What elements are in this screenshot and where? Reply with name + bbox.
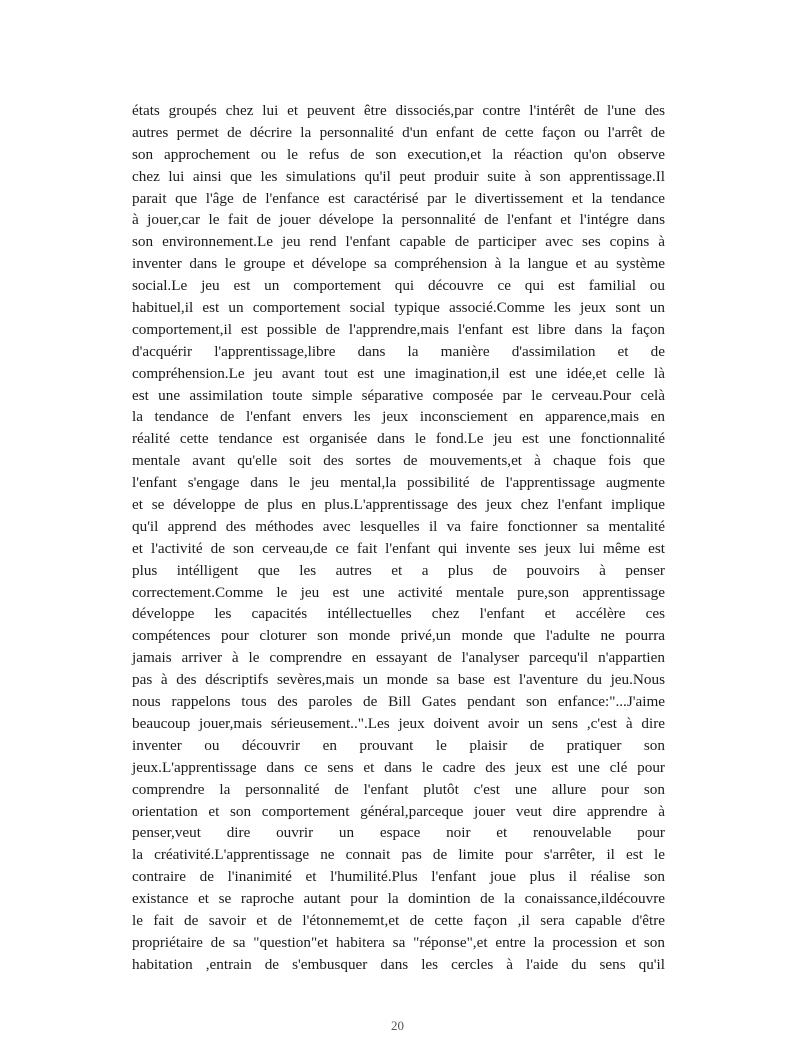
text-line: son approchement ou le refus de son execution,et la réaction qu'on observe: [132, 145, 665, 163]
text-line: le fait de savoir et de l'étonnememt,et de cette façon ,il sera capable d'être: [132, 911, 665, 929]
text-line: la tendance de l'enfant envers les jeux inconsciement en apparence,mais en: [132, 408, 665, 426]
text-line: orientation et son comportement général,parceque jouer veut dire apprendre à: [132, 802, 665, 820]
text-line: nous rappelons tous des paroles de Bill Gates pendant son enfance:"...J'aime: [132, 693, 665, 711]
text-line: jeux.L'apprentissage dans ce sens et dans le cadre des jeux est une clé pour: [132, 758, 665, 776]
text-line: réalité cette tendance est organisée dans le fond.Le jeu est une fonctionnalité: [132, 430, 665, 448]
text-line: et se développe de plus en plus.L'apprentissage des jeux chez l'enfant implique: [132, 496, 665, 514]
text-line: chez lui ainsi que les simulations qu'il peut produir suite à son apprentissage.Il: [132, 167, 665, 185]
text-line: est une assimilation toute simple séparative composée par le cerveau.Pour celà: [132, 386, 665, 404]
text-line: inventer ou découvrir en prouvant le plaisir de pratiquer son: [132, 736, 665, 754]
text-line: correctement.Comme le jeu est une activité mentale pure,son apprentissage: [132, 583, 665, 601]
text-line: mentale avant qu'elle soit des sortes de mouvements,et à chaque fois que: [132, 452, 665, 470]
text-line: habituel,il est un comportement social typique associé.Comme les jeux sont un: [132, 299, 665, 317]
text-line: compétences pour cloturer son monde privé,un monde que l'adulte ne pourra: [132, 627, 665, 645]
text-line: comportement,il est possible de l'apprendre,mais l'enfant est libre dans la façon: [132, 320, 665, 338]
text-line: beaucoup jouer,mais sérieusement..".Les jeux doivent avoir un sens ,c'est à dire: [132, 714, 665, 732]
text-line: parait que l'âge de l'enfance est caractérisé par le divertissement et la tendance: [132, 189, 665, 207]
text-line: autres permet de décrire la personnalité d'un enfant de cette façon ou l'arrêt de: [132, 123, 665, 141]
text-line: son environnement.Le jeu rend l'enfant capable de participer avec ses copins à: [132, 233, 665, 251]
text-line: compréhension.Le jeu avant tout est une imagination,il est une idée,et celle là: [132, 364, 665, 382]
text-line: penser,veut dire ouvrir un espace noir et renouvelable pour: [132, 824, 665, 842]
text-line: jamais arriver à le comprendre en essayant de l'analyser parcequ'il n'appartien: [132, 649, 665, 667]
text-line: existance et se raproche autant pour la domintion de la conaissance,ildécouvre: [132, 890, 665, 908]
text-line: propriétaire de sa "question"et habitera sa "réponse",et entre la procession et son: [132, 933, 665, 951]
text-line: plus intélligent que les autres et a plus de pouvoirs à penser: [132, 561, 665, 579]
body-text: [132, 100, 665, 976]
text-line: pas à des déscriptifs sevères,mais un monde sa base est l'aventure du jeu.Nous: [132, 671, 665, 689]
text-line: d'acquérir l'apprentissage,libre dans la manière d'assimilation et de: [132, 342, 665, 360]
text-line: et l'activité de son cerveau,de ce fait l'enfant qui invente ses jeux lui même est: [132, 539, 665, 557]
text-line: à jouer,car le fait de jouer dévelope la personnalité de l'enfant et l'intégre dans: [132, 211, 665, 229]
text-line: inventer dans le groupe et dévelope sa compréhension à la langue et au système: [132, 255, 665, 273]
text-line: états groupés chez lui et peuvent être dissociés,par contre l'intérêt de l'une des: [132, 102, 665, 119]
text-line: développe les capacités intéllectuelles chez l'enfant et accélère ces: [132, 605, 665, 623]
text-line: l'enfant s'engage dans le jeu mental,la possibilité de l'apprentissage augmente: [132, 474, 665, 492]
text-line: contraire de l'inanimité et l'humilité.Plus l'enfant joue plus il réalise son: [132, 868, 665, 886]
text-line: qu'il apprend des méthodes avec lesquelles il va faire fonctionner sa mentalité: [132, 517, 665, 535]
text-line: habitation ,entrain de s'embusquer dans les cercles à l'aide du sens qu'il: [132, 955, 665, 973]
text-line: la créativité.L'apprentissage ne connait pas de limite pour s'arrêter, il est le: [132, 846, 665, 864]
text-line: social.Le jeu est un comportement qui découvre ce qui est familial ou: [132, 277, 665, 295]
text-line: comprendre la personnalité de l'enfant plutôt c'est une allure pour son: [132, 780, 665, 798]
page-number: 20: [391, 1018, 404, 1033]
